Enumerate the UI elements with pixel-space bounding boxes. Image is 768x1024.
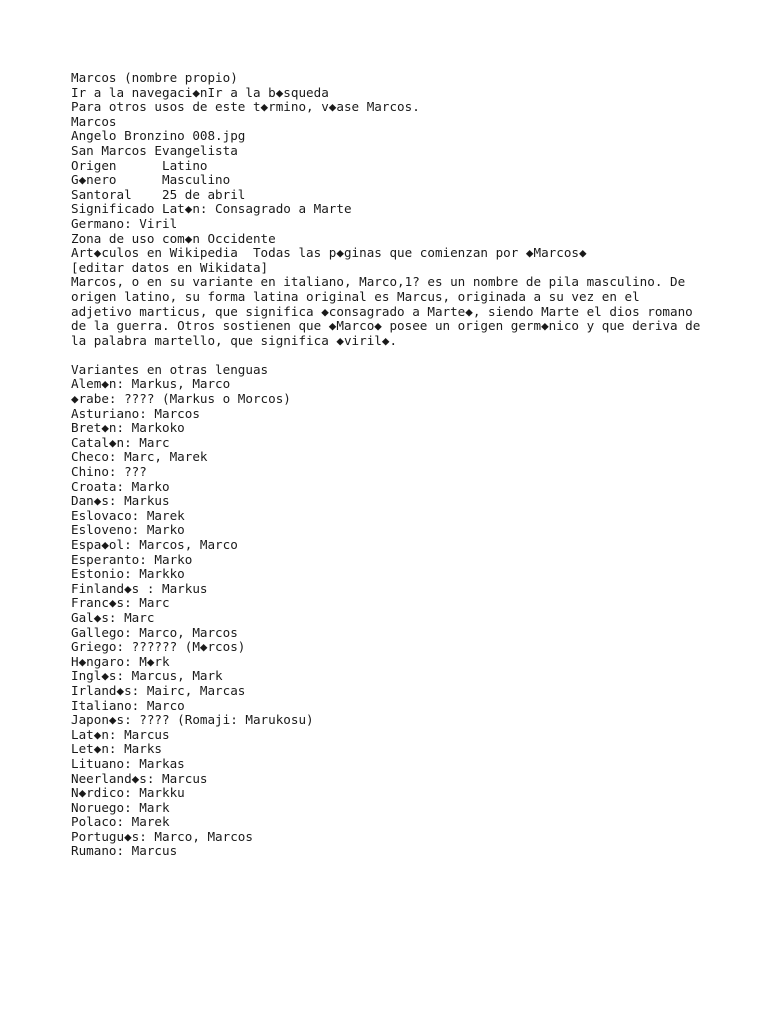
variant-list-item: Polaco: Marek <box>71 814 170 830</box>
intro-line: origen latino, su forma latina original es Marcus, originada a su vez en el <box>71 288 640 304</box>
intro-line: de la guerra. Otros sostienen que ◆Marco◆ posee un origen germ◆nico y que deriva de <box>71 318 701 334</box>
edit-wikidata-link: [editar datos en Wikidata] <box>71 259 269 275</box>
variant-list-item: Eslovaco: Marek <box>71 507 185 523</box>
variant-list-item: Estonio: Markko <box>71 566 185 582</box>
variant-list-item: Finland◆s : Markus <box>71 580 208 596</box>
infobox-row-gender: G◆nero Masculino <box>71 172 231 188</box>
variant-list-item: Gal◆s: Marc <box>71 609 155 625</box>
variant-list-item: Noruego: Mark <box>71 799 170 815</box>
intro-line: adjetivo marticus, que significa ◆consagrado a Marte◆, siendo Marte el dios romano <box>71 303 693 319</box>
header-block <box>71 71 751 275</box>
variant-list-item: Croata: Marko <box>71 478 170 494</box>
infobox-title: Marcos <box>71 113 117 129</box>
variant-list-item: Franc◆s: Marc <box>71 595 170 611</box>
variants-section <box>71 363 751 859</box>
variants-heading: Variantes en otras lenguas <box>71 361 269 377</box>
intro-line: Marcos, o en su variante en italiano, Marco,1? es un nombre de pila masculino. De <box>71 274 686 290</box>
variant-list-item: Checo: Marc, Marek <box>71 449 208 465</box>
variant-list-item: Ingl◆s: Marcus, Mark <box>71 668 223 684</box>
infobox-row-wikipedia-articles: Art◆culos en Wikipedia Todas las p◆ginas que comienzan por ◆Marcos◆ <box>71 245 587 261</box>
variant-list-item: Neerland◆s: Marcus <box>71 770 208 786</box>
variant-list-item: Chino: ??? <box>71 464 147 480</box>
infobox-row-usage-zone: Zona de uso com◆n Occidente <box>71 230 276 246</box>
variant-list-item: Alem◆n: Markus, Marco <box>71 376 231 392</box>
variant-list-item: Espa◆ol: Marcos, Marco <box>71 537 238 552</box>
variant-list-item: Let◆n: Marks <box>71 741 162 757</box>
variant-list-item: H◆ngaro: M◆rk <box>71 653 170 669</box>
variant-list-item: Italiano: Marco <box>71 697 185 713</box>
infobox-image-caption: San Marcos Evangelista <box>71 142 238 158</box>
variant-list-item: Catal◆n: Marc <box>71 434 170 450</box>
infobox-row-saints-day: Santoral 25 de abril <box>71 186 246 202</box>
variant-list-item: Asturiano: Marcos <box>71 405 200 421</box>
variant-list-item: ◆rabe: ???? (Markus o Morcos) <box>71 391 291 407</box>
document-page <box>71 71 751 859</box>
variant-list-item: Gallego: Marco, Marcos <box>71 624 238 640</box>
variant-list-item: Lituano: Markas <box>71 755 185 771</box>
variant-list-item: Japon◆s: ???? (Romaji: Marukosu) <box>71 712 314 728</box>
section-spacer <box>71 348 751 363</box>
infobox-row-origin: Origen Latino <box>71 157 208 173</box>
variant-list-item: Portugu◆s: Marco, Marcos <box>71 828 253 844</box>
intro-paragraph <box>71 275 751 348</box>
disambiguation-note: Para otros usos de este t◆rmino, v◆ase Marcos. <box>71 99 420 115</box>
variant-list-item: Esperanto: Marko <box>71 551 193 567</box>
variants-list <box>71 377 751 859</box>
infobox-row-meaning: Significado Lat◆n: Consagrado a Marte <box>71 201 352 217</box>
intro-line: la palabra martello, que significa ◆viril◆. <box>71 332 398 348</box>
navigation-skip-links: Ir a la navegaci◆nIr a la b◆squeda <box>71 84 329 100</box>
variant-list-item: N◆rdico: Markku <box>71 785 185 801</box>
page-title: Marcos (nombre propio) <box>71 70 238 85</box>
variant-list-item: Rumano: Marcus <box>71 843 178 859</box>
variant-list-item: Lat◆n: Marcus <box>71 726 170 742</box>
variant-list-item: Griego: ?????? (M◆rcos) <box>71 639 246 655</box>
variant-list-item: Irland◆s: Mairc, Marcas <box>71 682 246 698</box>
variant-list-item: Bret◆n: Markoko <box>71 420 185 436</box>
variant-list-item: Dan◆s: Markus <box>71 493 170 509</box>
infobox-row-germanic: Germano: Viril <box>71 215 178 231</box>
infobox-image-filename: Angelo Bronzino 008.jpg <box>71 128 246 144</box>
variant-list-item: Esloveno: Marko <box>71 522 185 538</box>
